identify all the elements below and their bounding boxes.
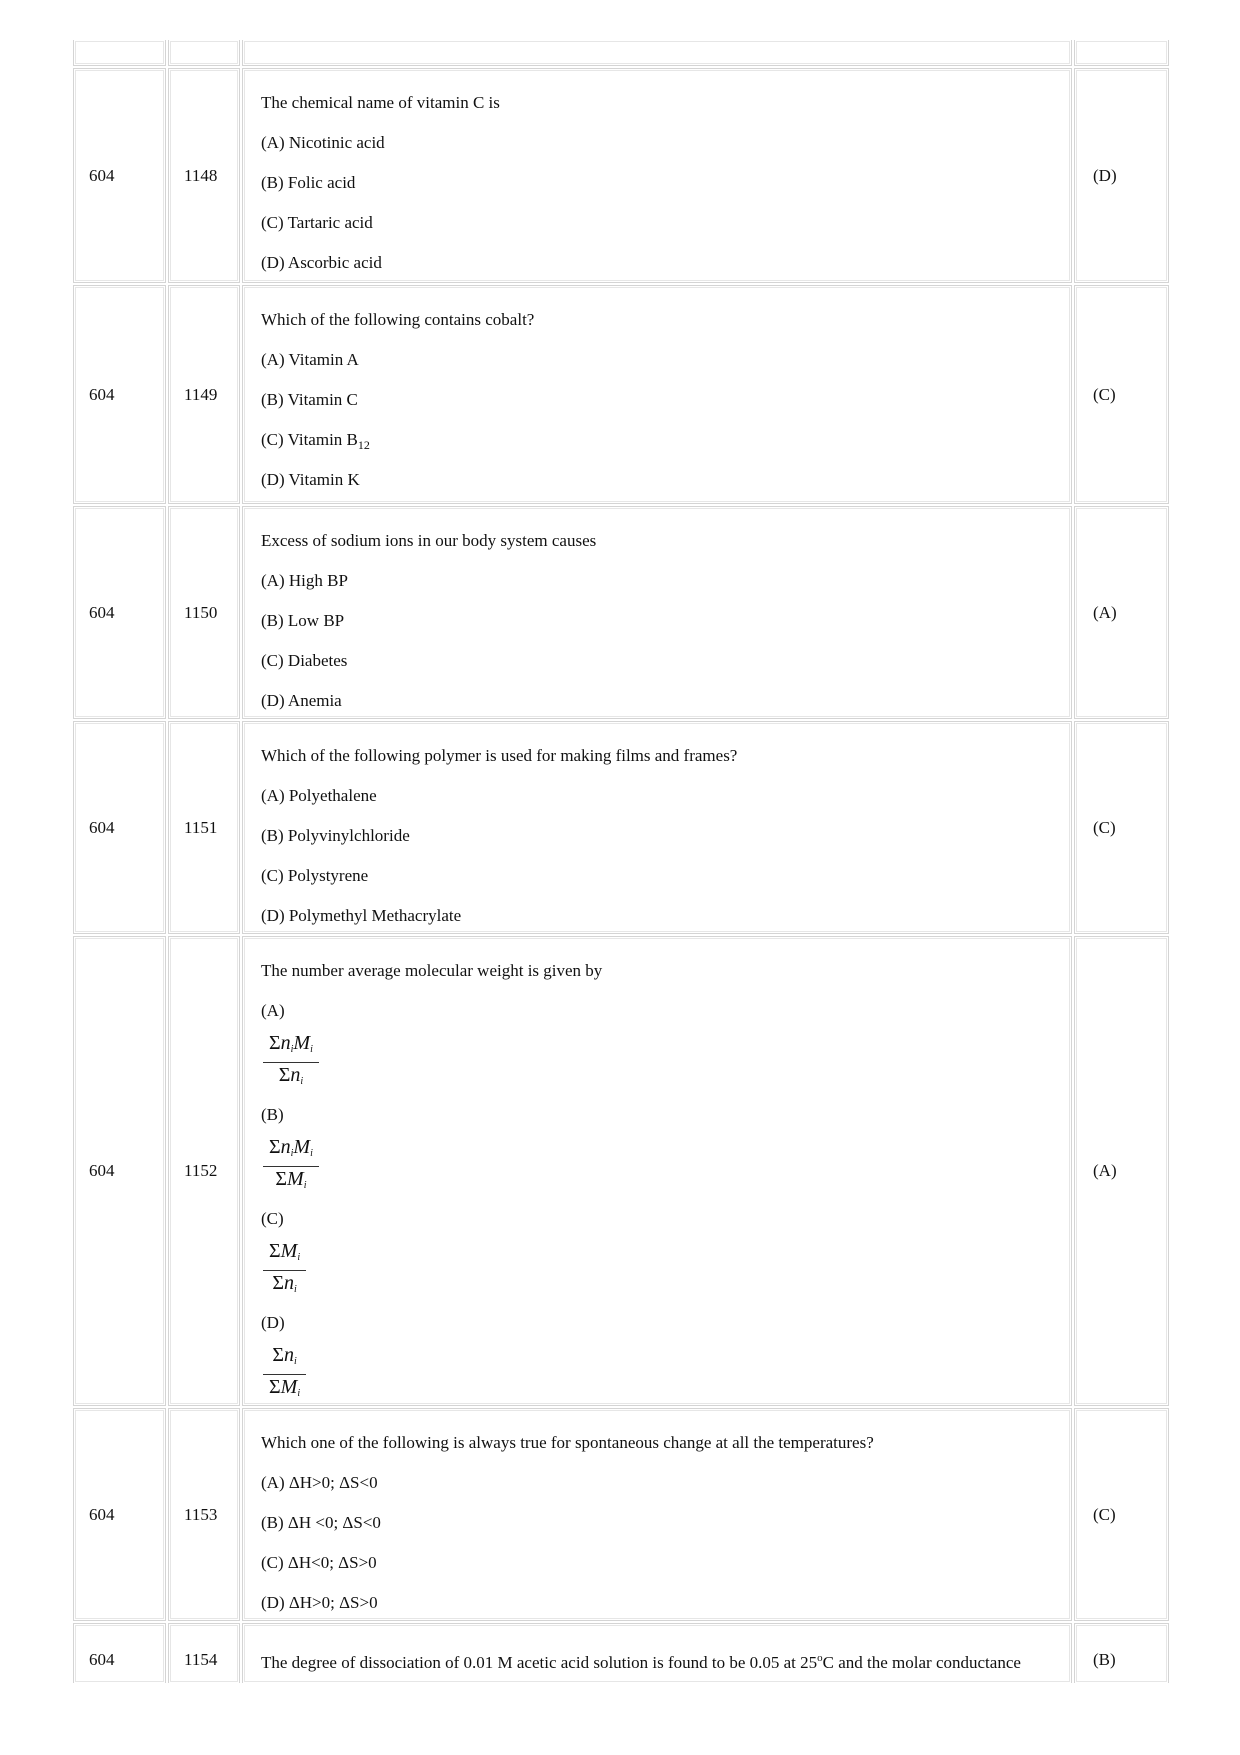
answer-cell: (A) xyxy=(1074,936,1169,1406)
answer-cell: (C) xyxy=(1074,1408,1169,1621)
question-cell xyxy=(242,506,1072,719)
answer-cell: (C) xyxy=(1074,285,1169,504)
course-code-cell: 604 xyxy=(73,1408,166,1621)
question-text: The degree of dissociation of 0.01 M acetic acid solution is found to be 0.05 at 25$^o$C and the molar conductance xyxy=(261,1652,1021,1672)
question-number-cell: 1150 xyxy=(168,506,240,719)
course-code-cell: 604 xyxy=(73,721,166,934)
option-c: (C) $\frac{\text{ΣMi}}{\text{Σni}}$ xyxy=(261,1199,1071,1303)
option-c: (C) Polystyrene xyxy=(261,866,369,885)
question-cell xyxy=(242,1408,1072,1621)
answer-cell: (C) xyxy=(1074,721,1169,934)
option-d: (D) ΔH>0; ΔS>0 xyxy=(261,1593,378,1612)
option-b: (B) $\frac{\text{ΣniMi}}{\text{ΣMi}}$ xyxy=(261,1095,1071,1199)
question-number-cell: 1152 xyxy=(168,936,240,1406)
question-text: Excess of sodium ions in our body system causes xyxy=(261,531,597,550)
formula-d: $\frac{\text{Σni}}{\text{ΣMi}}$ xyxy=(263,1343,306,1406)
course-code-cell: 604 xyxy=(73,285,166,504)
option-b: (B) Low BP xyxy=(261,611,345,630)
question-cell xyxy=(242,1623,1072,1683)
option-c: (C) Vitamin $B_{12}$ xyxy=(261,430,370,452)
formula-a: $\frac{\text{ΣniMi}}{\text{Σni}}$ xyxy=(263,1031,319,1094)
course-code-cell: 604 xyxy=(73,68,166,283)
option-b: (B) ΔH <0; ΔS<0 xyxy=(261,1513,381,1532)
table-cell-partial xyxy=(168,40,240,66)
option-b: (B) Folic acid xyxy=(261,173,356,192)
answer-cell: (B) xyxy=(1074,1623,1169,1683)
option-a: (A) Vitamin A xyxy=(261,350,359,369)
option-a: (A) Polyethalene xyxy=(261,786,377,805)
table-cell-partial xyxy=(242,40,1072,66)
question-number-cell: 1153 xyxy=(168,1408,240,1621)
option-d: (D) Vitamin K xyxy=(261,470,360,489)
course-code-cell: 604 xyxy=(73,506,166,719)
question-cell xyxy=(242,285,1072,504)
option-c: (C) Tartaric acid xyxy=(261,213,373,232)
question-text: Which one of the following is always true for spontaneous change at all the temperatures? xyxy=(261,1433,874,1452)
table-cell-partial xyxy=(1074,40,1169,66)
option-c: (C) ΔH<0; ΔS>0 xyxy=(261,1553,377,1572)
question-text: The chemical name of vitamin C is xyxy=(261,93,500,112)
course-code-cell: 604 xyxy=(73,1623,166,1683)
option-a: (A) High BP xyxy=(261,571,348,590)
question-number-cell: 1154 xyxy=(168,1623,240,1683)
formula-b: $\frac{\text{ΣniMi}}{\text{ΣMi}}$ xyxy=(263,1135,319,1198)
question-number-cell: 1149 xyxy=(168,285,240,504)
course-code-cell: 604 xyxy=(73,936,166,1406)
question-cell xyxy=(242,936,1072,1406)
question-number-cell: 1151 xyxy=(168,721,240,934)
option-d: (D) Polymethyl Methacrylate xyxy=(261,906,462,925)
answer-cell: (D) xyxy=(1074,68,1169,283)
option-d: (D) Anemia xyxy=(261,691,342,710)
question-cell xyxy=(242,68,1072,283)
question-text: Which of the following contains cobalt? xyxy=(261,310,535,329)
option-d: (D) $\frac{\text{Σni}}{\text{ΣMi}}$ xyxy=(261,1303,1071,1407)
option-c: (C) Diabetes xyxy=(261,651,348,670)
option-b: (B) Vitamin C xyxy=(261,390,358,409)
question-cell xyxy=(242,721,1072,934)
option-b: (B) Polyvinylchloride xyxy=(261,826,410,845)
option-a: (A) Nicotinic acid xyxy=(261,133,385,152)
option-a: (A) ΔH>0; ΔS<0 xyxy=(261,1473,378,1492)
option-a: (A) $\frac{\text{ΣniMi}}{\text{Σni}}$ xyxy=(261,991,1071,1095)
formula-c: $\frac{\text{ΣMi}}{\text{Σni}}$ xyxy=(263,1239,306,1302)
answer-cell: (A) xyxy=(1074,506,1169,719)
question-text: The number average molecular weight is given by xyxy=(261,961,603,980)
option-d: (D) Ascorbic acid xyxy=(261,253,382,272)
question-number-cell: 1148 xyxy=(168,68,240,283)
question-text: Which of the following polymer is used for making films and frames? xyxy=(261,746,738,765)
table-cell-partial xyxy=(73,40,166,66)
